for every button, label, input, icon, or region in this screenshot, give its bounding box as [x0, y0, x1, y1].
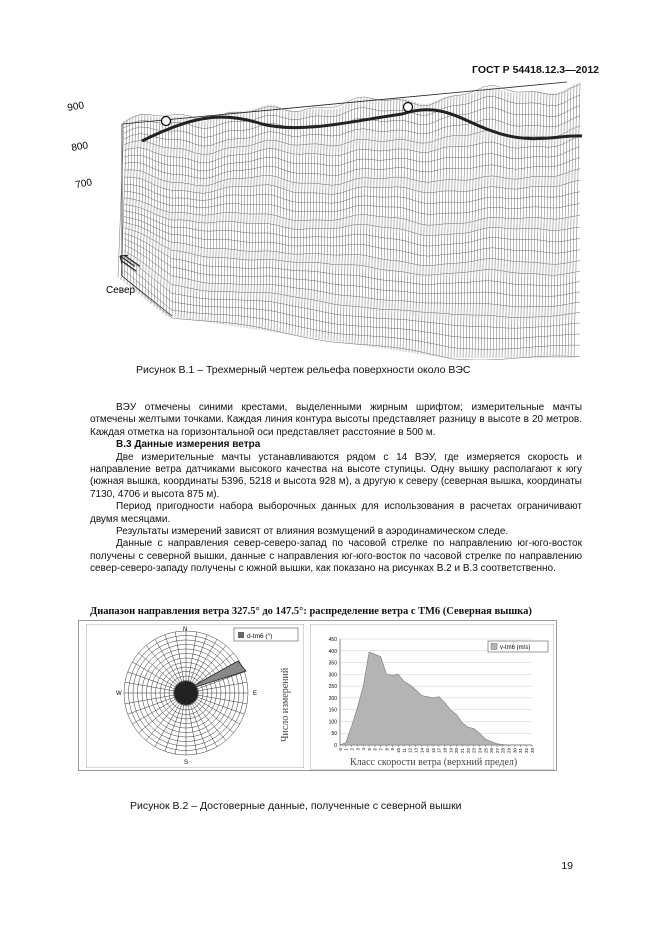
z-axis-label-700: 700 — [74, 177, 93, 191]
x-tick-label: 29 — [506, 748, 512, 754]
y-tick-label: 250 — [328, 684, 337, 691]
x-axis-label: Класс скорости ветра (верхний предел) — [350, 757, 518, 768]
x-tick-label: 15 — [425, 748, 431, 754]
mast-marker-south — [162, 117, 171, 126]
mast-marker-north — [404, 103, 413, 112]
y-tick-label: 50 — [331, 731, 337, 738]
x-tick-label: 8 — [384, 748, 390, 751]
x-tick-label: 2 — [349, 748, 355, 751]
figure-b2-title: Диапазон направления ветра 327.5° до 147.5°: распределение ветра с ТМ6 (Северная вышка) — [90, 606, 532, 617]
north-label: Север — [106, 285, 136, 296]
x-tick-label: 9 — [390, 748, 396, 751]
y-tick-label: 300 — [328, 672, 337, 679]
x-tick-label: 18 — [442, 748, 448, 754]
x-tick-label: 33 — [529, 748, 535, 754]
x-tick-label: 7 — [378, 748, 384, 751]
z-axis-label-900: 900 — [66, 100, 85, 114]
x-tick-label: 27 — [494, 748, 500, 754]
z-axis-label-800: 800 — [70, 140, 89, 154]
terrain-3d-figure — [62, 76, 584, 360]
y-axis-label-outer: Число измерений — [280, 667, 291, 742]
x-tick-label: 0 — [337, 748, 343, 751]
x-tick-label: 13 — [413, 748, 419, 754]
x-tick-label: 1 — [343, 748, 349, 751]
x-tick-label: 23 — [471, 748, 477, 754]
section-heading: В.3 Данные измерения ветра — [116, 439, 261, 451]
body-text — [90, 402, 582, 576]
y-tick-label: 350 — [328, 660, 337, 667]
rose-label-w: W — [116, 691, 122, 697]
terrain-mesh — [118, 82, 580, 360]
rose-label-s: S — [184, 760, 189, 766]
wind-rose — [86, 624, 304, 768]
x-tick-label: 12 — [407, 748, 413, 754]
paragraph-masts: Две измерительные мачты устанавливаются рядом с 14 ВЭУ, где измеряется скорость и направление ветра датчиками высокого качества на высоте ступицы. Одну вышку располагают к югу (южная вышка, координаты 5396, 5218 и высота 928 м), а другую к северу (северная вышка, координаты 7130, 4706 и высота 875 м). — [90, 451, 582, 500]
rose-label-n: N — [183, 627, 188, 633]
wind-speed-chart — [310, 624, 554, 770]
x-tick-label: 19 — [448, 748, 454, 754]
x-tick-label: 3 — [355, 748, 361, 751]
rose-center — [174, 681, 198, 705]
y-tick-label: 100 — [328, 719, 337, 726]
rose-label-e: E — [253, 691, 258, 697]
x-tick-label: 22 — [465, 748, 471, 754]
x-tick-label: 5 — [366, 748, 372, 751]
x-tick-label: 32 — [523, 748, 529, 754]
chart-legend: v-tm6 (m/s) — [500, 645, 531, 651]
paragraph-markers: ВЭУ отмечены синими крестами, выделенными жирным шрифтом; измерительные мачты отмечены желтыми точками. Каждая линия контура высоты представляет разницу в высоте в 20 метров. Каждая отметка на горизонтальной оси представляет расстояние в 500 м. — [90, 402, 582, 438]
standard-header: ГОСТ Р 54418.12.3—2012 — [472, 64, 599, 76]
paragraph-period: Период пригодности набора выборочных данных для использования в расчетах ограничивают двумя месяцами. — [90, 501, 582, 525]
x-tick-label: 14 — [419, 748, 425, 754]
x-tick-label: 6 — [372, 748, 378, 751]
page-number: 19 — [561, 860, 573, 872]
y-tick-label: 450 — [328, 637, 337, 643]
x-tick-label: 31 — [518, 748, 524, 754]
y-tick-label: 200 — [328, 695, 337, 702]
rose-legend: d-tm6 (°) — [247, 633, 273, 640]
x-tick-label: 11 — [401, 748, 407, 753]
x-tick-label: 30 — [512, 748, 518, 754]
x-tick-label: 26 — [489, 748, 495, 754]
y-tick-label: 150 — [328, 707, 337, 714]
x-tick-label: 16 — [430, 748, 436, 754]
y-tick-label: 400 — [328, 648, 337, 655]
figure-b1-caption: Рисунок В.1 – Трехмерный чертеж рельефа поверхности около ВЭС — [136, 364, 471, 376]
x-tick-label: 28 — [500, 748, 506, 754]
paragraph-wake: Результаты измерений зависят от влияния возмущений в аэродинамическом следе. — [116, 526, 509, 538]
x-tick-label: 24 — [477, 748, 483, 754]
x-tick-label: 21 — [459, 748, 465, 754]
x-tick-label: 4 — [361, 748, 367, 751]
x-tick-label: 17 — [436, 748, 442, 754]
y-tick-label: 0 — [334, 743, 337, 749]
x-tick-label: 20 — [454, 748, 460, 754]
x-tick-label: 25 — [483, 748, 489, 754]
paragraph-directions: Данные с направления север-северо-запад по часовой стрелке по направлению юг-юго-восток получены с северной вышки, данные с направления юг-юго-восток по часовой стрелке по направлению север-северо-западу получены с южной вышки, как показано на рисунках В.2 и В.3 соответственно. — [90, 538, 582, 575]
figure-b2-caption: Рисунок В.2 – Достоверные данные, полученные с северной вышки — [130, 800, 462, 812]
x-tick-label: 10 — [395, 748, 401, 754]
